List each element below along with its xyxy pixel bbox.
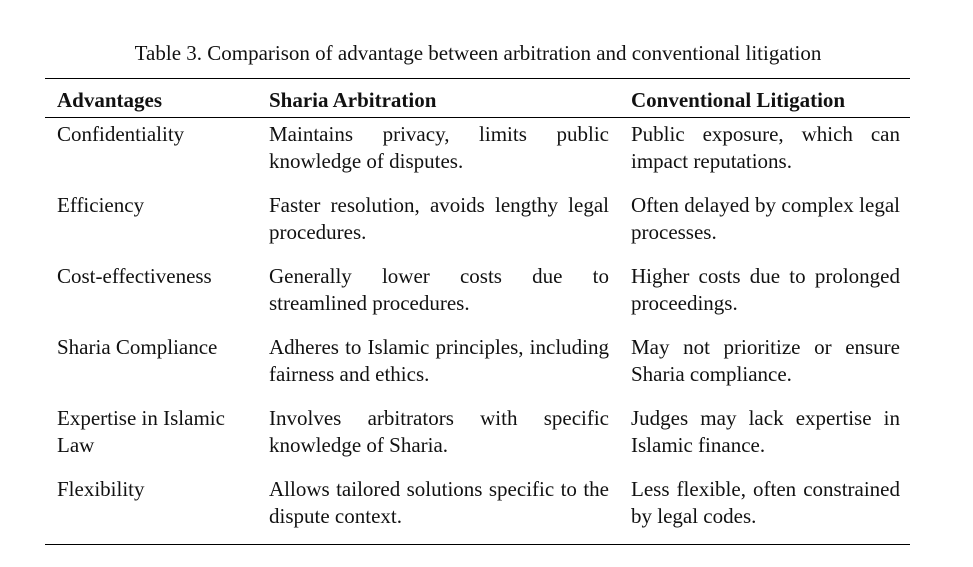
table-row <box>45 402 910 473</box>
advantage-cell: Confidentiality <box>57 122 185 146</box>
sharia-arbitration-cell: Maintains privacy, limits public knowledge of disputes. <box>269 122 609 173</box>
conventional-litigation-cell: Often delayed by complex legal processes. <box>631 193 900 244</box>
column-header-sharia-arbitration: Sharia Arbitration <box>269 88 437 112</box>
conventional-litigation-cell: Higher costs due to prolonged proceedings. <box>631 264 900 315</box>
table-header-row <box>45 79 910 118</box>
table-row <box>45 473 910 545</box>
column-header-conventional-litigation: Conventional Litigation <box>631 88 846 112</box>
conventional-litigation-cell: May not prioritize or ensure Sharia compliance. <box>631 335 900 386</box>
sharia-arbitration-cell: Adheres to Islamic principles, including fairness and ethics. <box>269 335 609 386</box>
table-row <box>45 118 910 190</box>
sharia-arbitration-cell: Faster resolution, avoids lengthy legal procedures. <box>269 193 609 244</box>
conventional-litigation-cell: Judges may lack expertise in Islamic finance. <box>631 406 900 457</box>
comparison-table <box>45 78 910 545</box>
table-row <box>45 260 910 331</box>
sharia-arbitration-cell: Allows tailored solutions specific to the dispute context. <box>269 477 609 528</box>
advantage-cell: Expertise in Islamic Law <box>57 406 225 457</box>
column-header-advantages: Advantages <box>57 88 163 112</box>
sharia-arbitration-cell: Generally lower costs due to streamlined procedures. <box>269 264 609 315</box>
comparison-table-container <box>45 78 910 545</box>
sharia-arbitration-cell: Involves arbitrators with specific knowledge of Sharia. <box>269 406 609 457</box>
table-row <box>45 331 910 402</box>
table-row <box>45 189 910 260</box>
conventional-litigation-cell: Less flexible, often constrained by legal codes. <box>631 477 900 528</box>
advantage-cell: Flexibility <box>57 477 145 501</box>
advantage-cell: Cost-effectiveness <box>57 264 212 288</box>
advantage-cell: Efficiency <box>57 193 145 217</box>
advantage-cell: Sharia Compliance <box>57 335 218 359</box>
conventional-litigation-cell: Public exposure, which can impact reputations. <box>631 122 900 173</box>
table-caption: Table 3. Comparison of advantage between arbitration and conventional litigation <box>134 41 822 65</box>
